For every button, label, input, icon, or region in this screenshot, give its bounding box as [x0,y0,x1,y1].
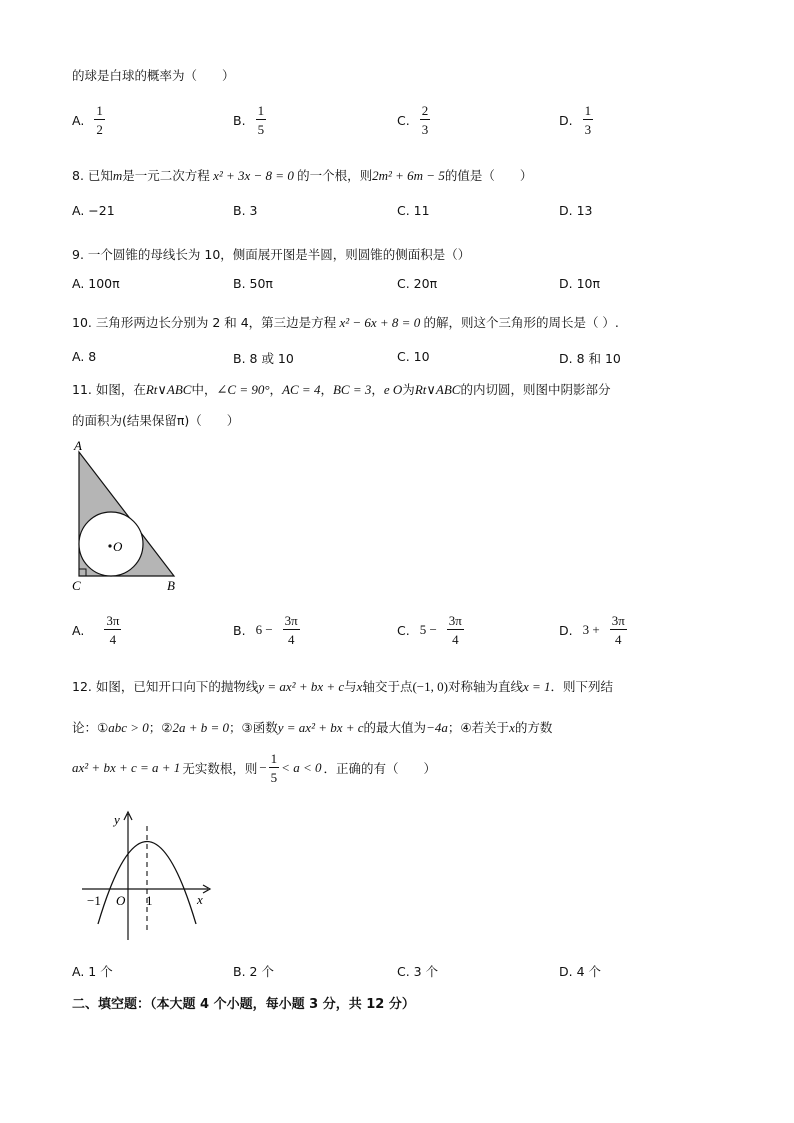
q10-option-b[interactable]: B. 8 或 10 [233,351,294,366]
q12-stem-line1: 12. 如图，已知开口向下的抛物线y = ax² + bx + c与x轴交于点(−1, 0)对称轴为直线x = 1．则下列结 [72,679,614,694]
q7-option-c[interactable]: C. $\frac{2}{3}$ [397,103,429,137]
label-one: 1 [146,893,153,908]
q12-stem-line2: 论：①abc > 0；②2a + b = 0；③函数y = ax² + bx + c的最大值为−4a；④若关于x的方数 [72,720,553,735]
q12-stem-line3: ax² + bx + c = a + 1 无实数根，则 − $\frac{1}{5}$ < a < 0 ．正确的有（ ） [72,751,436,785]
label-c: C [72,578,81,593]
q10-stem: 10. 三角形两边长分别为 2 和 4，第三边是方程 x² − 6x + 8 = 0 的解，则这个三角形的周长是（ ）. [72,315,619,330]
q7-option-a[interactable]: A. $\frac{1}{2}$ [72,103,103,137]
q11-option-b-fraction: $\frac{3\pi}{4}$ [284,613,298,647]
q12-option-b[interactable]: B. 2 个 [233,964,274,979]
q8-option-b[interactable]: B. 3 [233,203,258,218]
q11-option-a-fraction: $\frac{3\pi}{4}$ [106,613,120,647]
q12-inequality-fraction: $\frac{1}{5}$ [270,751,278,785]
incircle [79,512,143,576]
section-2-title: 二、填空题：（本大题 4 个小题，每小题 3 分，共 12 分） [72,997,415,1012]
q11-stem-line1: 11. 如图，在Rt∨ABC中，∠C = 90°，AC = 4，BC = 3，e O为Rt∨ABC的内切圆，则图中阴影部分 [72,382,611,397]
q12-option-c[interactable]: C. 3 个 [397,964,439,979]
q10-option-a[interactable]: A. 8 [72,349,97,364]
q12-parabola-figure [76,806,216,946]
q9-option-c[interactable]: C. 20π [397,276,438,291]
q9-option-a[interactable]: A. 100π [72,276,120,291]
q11-triangle-figure [66,438,188,596]
q8-option-d[interactable]: D. 13 [559,203,593,218]
q7-option-c-fraction: $\frac{2}{3}$ [421,103,429,137]
q7-option-b-fraction: $\frac{1}{5}$ [257,103,265,137]
label-x: x [197,892,203,907]
q9-stem: 9. 一个圆锥的母线长为 10，侧面展开图是半圆，则圆锥的侧面积是（） [72,247,471,262]
q9-option-d[interactable]: D. 10π [559,276,601,291]
q7-option-d[interactable]: D. $\frac{1}{3}$ [559,103,592,137]
q7-option-d-fraction: $\frac{1}{3}$ [584,103,592,137]
q10-option-d[interactable]: D. 8 和 10 [559,351,621,366]
q7-option-b[interactable]: B. $\frac{1}{5}$ [233,103,265,137]
q9-option-b[interactable]: B. 50π [233,276,273,291]
q7-option-a-fraction: $\frac{1}{2}$ [96,103,103,137]
q11-option-a[interactable]: A. $\frac{3\pi}{4}$ [72,613,120,647]
q8-option-c[interactable]: C. 11 [397,203,430,218]
label-minus-one: −1 [87,893,101,908]
q11-option-b[interactable]: B. 6 − $\frac{3\pi}{4}$ [233,613,298,647]
q7-stem: 的球是白球的概率为（ ） [72,68,235,83]
label-origin: O [116,893,126,908]
q11-stem-line2: 的面积为(结果保留π)（ ） [72,413,240,428]
q11-option-d-fraction: $\frac{3\pi}{4}$ [611,613,625,647]
label-y: y [114,812,120,827]
center-point [108,544,111,547]
q11-option-c-fraction: $\frac{3\pi}{4}$ [448,613,462,647]
label-o: O [113,539,123,554]
label-a: A [74,438,82,453]
q10-option-c[interactable]: C. 10 [397,349,430,364]
q12-option-d[interactable]: D. 4 个 [559,964,601,979]
q8-option-a[interactable]: A. −21 [72,203,115,218]
q11-option-c[interactable]: C. 5 − $\frac{3\pi}{4}$ [397,613,462,647]
label-b: B [167,578,175,593]
q11-option-d[interactable]: D. 3 + $\frac{3\pi}{4}$ [559,613,625,647]
q8-stem: 8. 已知m是一元二次方程 x² + 3x − 8 = 0 的一个根，则2m² + 6m − 5的值是（ ） [72,168,533,183]
q12-option-a[interactable]: A. 1 个 [72,964,113,979]
